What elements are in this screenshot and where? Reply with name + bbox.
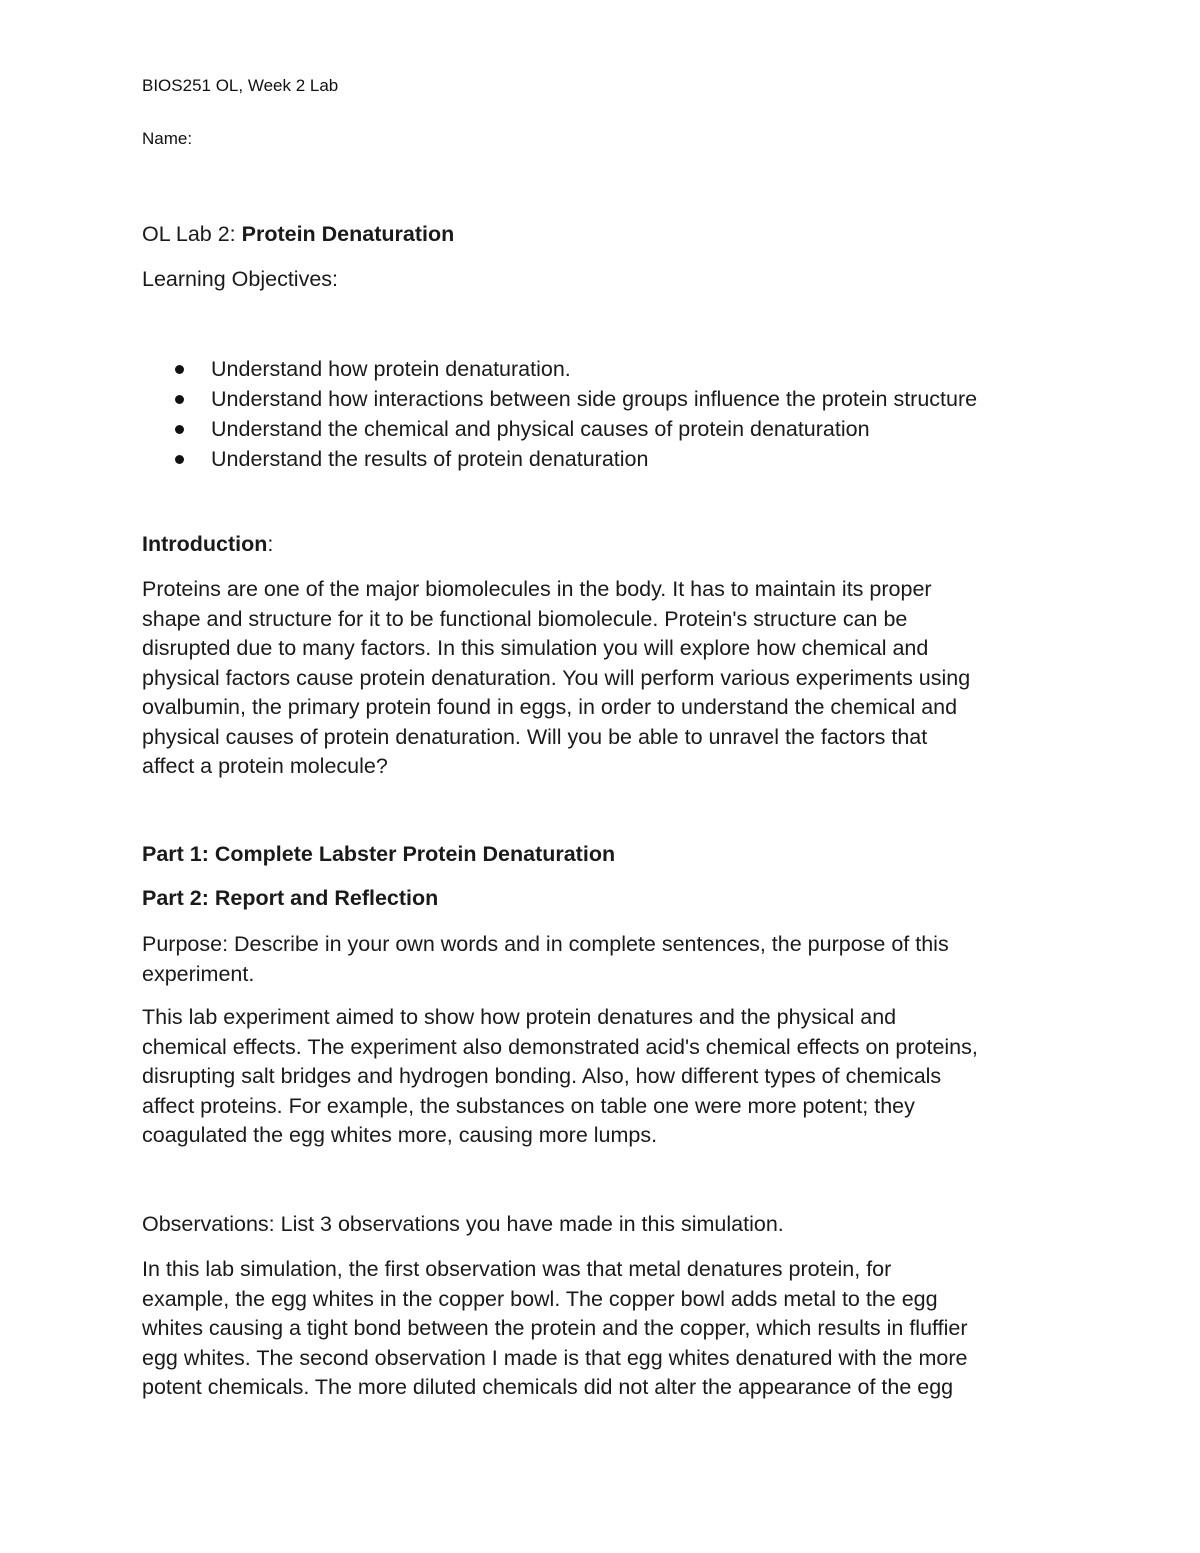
- learning-objectives-label: Learning Objectives:: [142, 267, 338, 291]
- introduction-heading: [142, 530, 1082, 560]
- paragraph-line: affect proteins. For example, the substances on table one were more potent; they: [142, 1093, 915, 1118]
- paragraph-line: disrupted due to many factors. In this simulation you will explore how chemical and: [142, 636, 929, 660]
- part2-heading-text: Part 2: Report and Reflection: [142, 886, 439, 910]
- paragraph-line: experiment.: [142, 961, 255, 986]
- introduction-colon: :: [267, 532, 274, 556]
- paragraph-line: Purpose: Describe in your own words and in complete sentences, the purpose of this: [142, 932, 949, 956]
- bullet-icon: [175, 395, 184, 404]
- objective-text: Understand how protein denaturation.: [211, 357, 571, 381]
- lab-title-bold: Protein Denaturation: [241, 222, 455, 246]
- paragraph-line: shape and structure for it to be functional biomolecule. Protein's structure can be: [142, 606, 908, 631]
- observations-prompt: Observations: List 3 observations you have made in this simulation.: [142, 1212, 784, 1236]
- course-header: BIOS251 OL, Week 2 Lab: [142, 76, 339, 95]
- list-item: [142, 384, 977, 414]
- part1-heading-text: Part 1: Complete Labster Protein Denaturation: [142, 842, 616, 866]
- lab-title: [142, 220, 1082, 250]
- bullet-icon: [175, 425, 184, 434]
- paragraph-line: physical factors cause protein denaturation. You will perform various experiments using: [142, 665, 971, 690]
- objectives-list: [142, 354, 977, 474]
- purpose-prompt: [142, 930, 1082, 989]
- paragraph-line: ovalbumin, the primary protein found in eggs, in order to understand the chemical and: [142, 695, 958, 719]
- bullet-icon: [175, 455, 184, 464]
- paragraph-line: potent chemicals. The more diluted chemicals did not alter the appearance of the egg: [142, 1375, 954, 1399]
- list-item: [142, 444, 977, 474]
- introduction-paragraph: [142, 575, 1082, 782]
- paragraph-line: affect a protein molecule?: [142, 754, 388, 778]
- bullet-icon: [175, 365, 184, 374]
- list-item: [142, 414, 977, 444]
- paragraph-line: coagulated the egg whites more, causing more lumps.: [142, 1123, 658, 1147]
- paragraph-line: This lab experiment aimed to show how protein denatures and the physical and: [142, 1005, 897, 1029]
- paragraph-line: In this lab simulation, the first observation was that metal denatures protein, for: [142, 1257, 892, 1281]
- objective-text: Understand the results of protein denaturation: [211, 447, 649, 471]
- name-label: Name:: [142, 129, 193, 148]
- paragraph-line: physical causes of protein denaturation. Will you be able to unravel the factors that: [142, 724, 928, 749]
- introduction-heading-text: Introduction: [142, 532, 268, 556]
- paragraph-line: Proteins are one of the major biomolecules in the body. It has to maintain its proper: [142, 577, 932, 601]
- paragraph-line: disrupting salt bridges and hydrogen bonding. Also, how different types of chemicals: [142, 1064, 942, 1088]
- part2-heading: [142, 884, 1082, 914]
- purpose-answer: [142, 1003, 1082, 1151]
- objective-text: Understand how interactions between side groups influence the protein structure: [211, 387, 978, 411]
- observations-answer: [142, 1255, 1082, 1403]
- part1-heading: [142, 840, 1082, 870]
- list-item: [142, 354, 977, 384]
- paragraph-line: whites causing a tight bond between the protein and the copper, which results in fluffier: [142, 1316, 968, 1340]
- paragraph-line: chemical effects. The experiment also demonstrated acid's chemical effects on proteins,: [142, 1034, 978, 1059]
- paragraph-line: example, the egg whites in the copper bowl. The copper bowl adds metal to the egg: [142, 1286, 938, 1311]
- paragraph-line: egg whites. The second observation I made is that egg whites denatured with the more: [142, 1345, 968, 1370]
- lab-title-prefix: OL Lab 2:: [142, 222, 242, 246]
- objective-text: Understand the chemical and physical causes of protein denaturation: [211, 417, 870, 441]
